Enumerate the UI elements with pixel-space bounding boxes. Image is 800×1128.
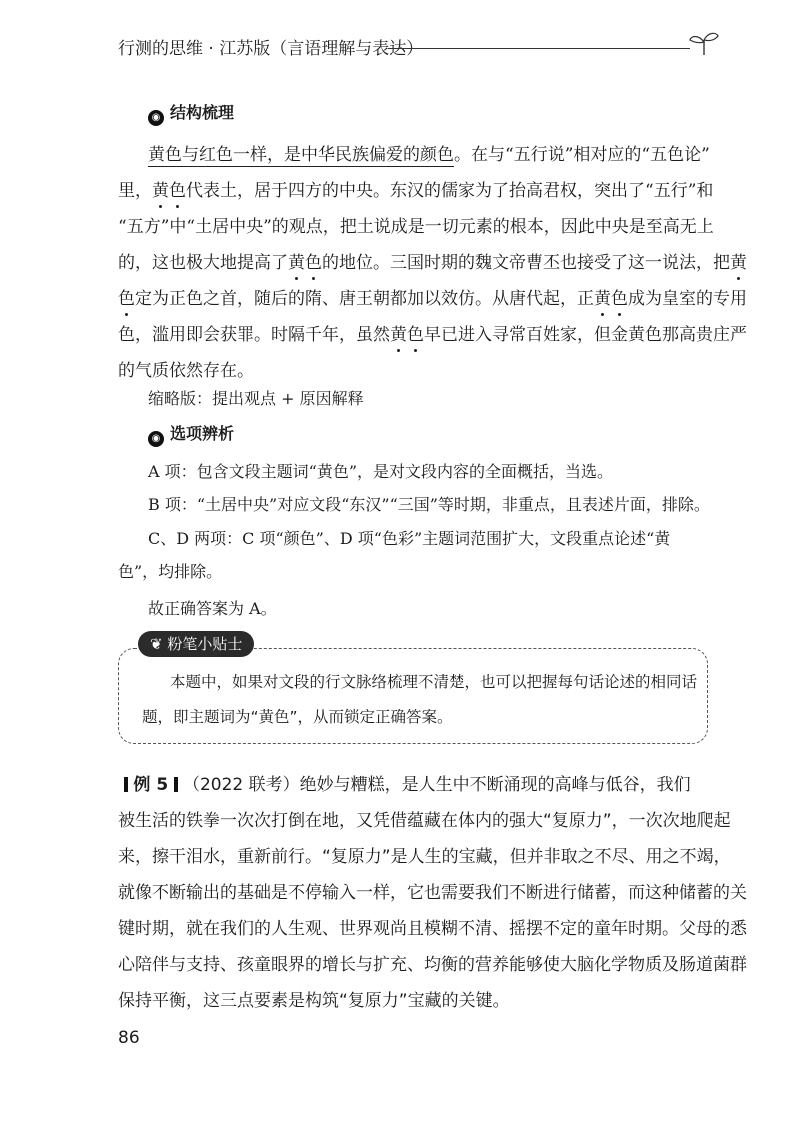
option-cd-analysis-line-2: 色”，均排除。	[118, 562, 223, 581]
emphasis-text	[594, 289, 628, 309]
option-a-analysis: A 项：包含文段主题词“黄色”，是对文段内容的全面概括，当选。	[148, 462, 614, 481]
emphasis-text	[152, 181, 186, 201]
para-line-2	[118, 176, 713, 201]
tip-line-1: 本题中，如果对文段的行文脉络梳理不清楚，也可以把握每句话论述的相同话	[170, 673, 698, 691]
text: 的，这也极大地提高了	[118, 253, 288, 273]
text: 的地位。三国时期的魏文帝曹丕也接受了这一说法，把	[322, 253, 730, 273]
text: 早已进入寻常百姓家，但金黄色那高贵庄严	[424, 325, 747, 345]
para-line-4	[118, 248, 747, 273]
emphasis-char: 色	[118, 289, 135, 309]
emphasis-word	[594, 289, 628, 309]
emphasis-char: 黄	[288, 253, 305, 273]
circled-number-icon: ◉	[148, 110, 164, 126]
text: 的气质依然存在。	[118, 361, 254, 381]
answer-line: 故正确答案为 A。	[148, 599, 277, 618]
emphasis-text	[730, 253, 747, 273]
bracket-bar	[124, 777, 128, 792]
para-line-6	[118, 320, 747, 345]
bracket-bar	[174, 777, 178, 792]
example-line: 就像不断输出的基础是不停输入一样，它也需要我们不断进行储蓄，而这种储蓄的关	[118, 883, 747, 903]
example-line: 来，擦干泪水，重新前行。“复原力”是人生的宝藏，但并非取之不尽、用之不竭，	[118, 847, 731, 867]
emphasis-char: 色	[407, 325, 424, 345]
options-heading-text: 选项辨析	[170, 424, 235, 443]
example-line: 保持平衡，这三点要素是构筑“复原力”宝藏的关键。	[118, 991, 510, 1011]
tip-label-text: 粉笔小贴士	[167, 635, 243, 653]
sprout-icon	[688, 30, 720, 56]
emphasis-char: 黄	[730, 253, 747, 273]
underlined-topic: 黄色与红色一样，是中华民族偏爱的颜色	[148, 145, 454, 165]
text: 里，	[118, 181, 152, 201]
tip-box	[118, 648, 708, 744]
example-source: （2022 联考）	[182, 775, 300, 795]
text: 色，滥用即会获罪。时隔千年，虽然	[118, 325, 390, 345]
emphasis-text	[118, 289, 135, 309]
example-text: 绝妙与糟糕，是人生中不断涌现的高峰与低谷，我们	[299, 775, 691, 795]
para-line-7	[118, 356, 254, 381]
summary-line: 缩略版：提出观点 + 原因解释	[148, 389, 364, 408]
structure-heading-text: 结构梳理	[170, 103, 235, 122]
option-b-analysis: B 项：“土居中央”对应文段“东汉”“三国”等时期，非重点，且表述片面，排除。	[148, 495, 710, 514]
circled-number-icon: ◉	[148, 431, 164, 447]
example-line: 心陪伴与支持、孩童眼界的增长与扩充、均衡的营养能够使大脑化学物质及肠道菌群	[118, 955, 747, 975]
example-label: 例 5	[133, 775, 169, 795]
tip-label	[138, 631, 254, 657]
emphasis-text	[390, 325, 424, 345]
options-heading	[148, 421, 234, 447]
emphasis-char: 色	[305, 253, 322, 273]
emphasis-word	[118, 289, 135, 309]
emphasis-char: 黄	[594, 289, 611, 309]
para-line-3	[118, 212, 714, 237]
header-rule	[388, 48, 690, 49]
text: 代表土，居于四方的中央。东汉的儒家为了抬高君权，突出了“五行”和	[186, 181, 714, 201]
emphasis-word	[152, 181, 186, 201]
running-header	[118, 20, 720, 60]
text: 。在与“五行说”相对应的“五色论”	[454, 145, 710, 165]
structure-heading	[148, 100, 234, 126]
para-line-5	[118, 284, 747, 309]
emphasis-word	[288, 253, 322, 273]
text: “五方”中“土居中央”的观点，把土说成是一切元素的根本，因此中央是至高无上	[118, 217, 714, 237]
option-cd-analysis-line-1: C、D 两项：C 项“颜色”、D 项“色彩”主题词范围扩大，文段重点论述“黄	[148, 529, 671, 548]
emphasis-char: 色	[611, 289, 628, 309]
page-number: 86	[118, 1028, 140, 1048]
sprout-icon: ❦	[150, 635, 163, 653]
emphasis-char: 黄	[152, 181, 169, 201]
example-line: 被生活的铁拳一次次打倒在地，又凭借蕴藏在体内的强大“复原力”，一次次地爬起	[118, 811, 731, 831]
emphasis-char: 黄	[390, 325, 407, 345]
emphasis-text	[288, 253, 322, 273]
example-first-line	[124, 770, 744, 795]
emphasis-word	[390, 325, 424, 345]
text: 定为正色之首，随后的隋、唐王朝都加以效仿。从唐代起，正	[135, 289, 594, 309]
header-title: 行测的思维 · 江苏版（言语理解与表达）	[118, 39, 424, 59]
tip-line-2: 题，即主题词为“黄色”，从而锁定正确答案。	[142, 708, 453, 726]
emphasis-char: 色	[169, 181, 186, 201]
para-line-1	[148, 140, 710, 165]
example-line: 键时期，就在我们的人生观、世界观尚且模糊不清、摇摆不定的童年时期。父母的悉	[118, 919, 747, 939]
text: 成为皇室的专用	[628, 289, 747, 309]
emphasis-word	[730, 253, 747, 273]
